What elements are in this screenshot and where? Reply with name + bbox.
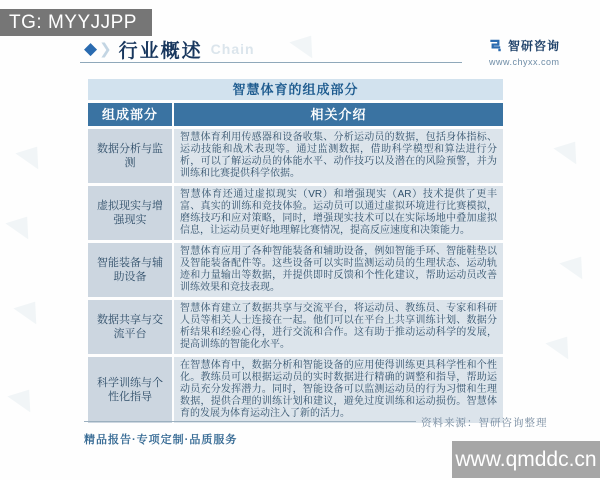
brand-block [488,37,560,67]
diamond-bullet-icon: ◆ [84,39,98,58]
watermark-glyph [5,209,38,240]
table-header-row [88,103,503,126]
brand-name: 智研咨询 [507,39,560,53]
component-cell: 数据分析与监测 [88,129,172,183]
component-cell: 科学训练与个性化指导 [88,357,172,423]
watermark-glyph [13,294,46,325]
table-row [88,300,503,354]
chevron-icon: ❯ [99,41,112,58]
table-title: 智慧体育的组成部分 [88,79,503,100]
page-title: 行业概述 [118,40,203,62]
brand-site-url: www.chyxx.com [488,57,560,67]
table-row [88,129,503,183]
page-header [84,36,255,62]
footer-motto: 精品报告·专项定制·品质服务 [84,434,238,446]
chain-watermark: Chain [210,41,255,57]
component-cell: 虚拟现实与增强现实 [88,186,172,240]
data-source-note: 资料来源：智研咨询整理 [421,417,548,429]
description-cell: 在智慧体育中，数据分析和智能设备的应用使得训练更具科学性和个性化。教练员可以根据运动员的实时数据进行精确的调整和指导，帮助运动员充分发挥潜力。同时，智能设备可以监测运动员的行为习惯和生理数据，提供合理的训练计划和建议，避免过度训练和运动损伤。智慧体育的发展为体育运动注入了新的活力。 [174,357,503,423]
watermark-glyph [289,28,322,59]
table-row [88,186,503,240]
description-cell: 智慧体育利用传感器和设备收集、分析运动员的数据，包括身体指标、运动技能和战术表现等。通过监测数据，借助科学模型和算法进行分析，可以了解运动员的体能水平、动作技巧以及潜在的风险预警，并为训练和比赛提供科学依据。 [174,129,503,183]
brand-logo-icon [488,38,503,53]
site-watermark-overlay: www.qmddc.cn [452,441,600,478]
column-header-component: 组成部分 [88,103,172,126]
component-cell: 数据共享与交流平台 [88,300,172,354]
description-cell: 智慧体育建立了数据共享与交流平台，将运动员、教练员、专家和科研人员等相关人士连接在一起。他们可以在平台上共享训练计划、数据分析结果和经验心得，进行交流和合作。这有助于推动运动科学的发展，提高训练的智能化水平。 [174,300,503,354]
description-cell: 智慧体育应用了各种智能装备和辅助设备，例如智能手环、智能鞋垫以及智能装备配件等。这些设备可以实时监测运动员的生理状态、运动轨迹和力量输出等数据，并提供即时反馈和个性化建议，帮助运动员改善训练效果和竞技表现。 [174,243,503,297]
component-cell: 智能装备与辅助设备 [88,243,172,297]
column-header-intro: 相关介绍 [174,103,503,126]
description-cell: 智慧体育还通过虚拟现实（VR）和增强现实（AR）技术提供了更丰富、真实的训练和竞技体验。运动员可以通过虚拟环境进行比赛模拟，磨练技巧和应对策略，同时，增强现实技术可以在实际场地中叠加虚拟信息，让运动员更好地理解比赛情况，提高反应速度和决策能力。 [174,186,503,240]
watermark-glyph [553,134,586,165]
tg-handle-overlay: TG: MYYJJPP [0,9,152,36]
footer-divider [84,421,416,422]
components-table [88,79,503,423]
watermark-glyph [559,249,592,280]
watermark-glyph [15,139,48,170]
table-row [88,243,503,297]
table-row [88,357,503,423]
header-divider [80,62,462,63]
watermark-glyph [545,329,578,360]
watermark-glyph [7,382,40,413]
